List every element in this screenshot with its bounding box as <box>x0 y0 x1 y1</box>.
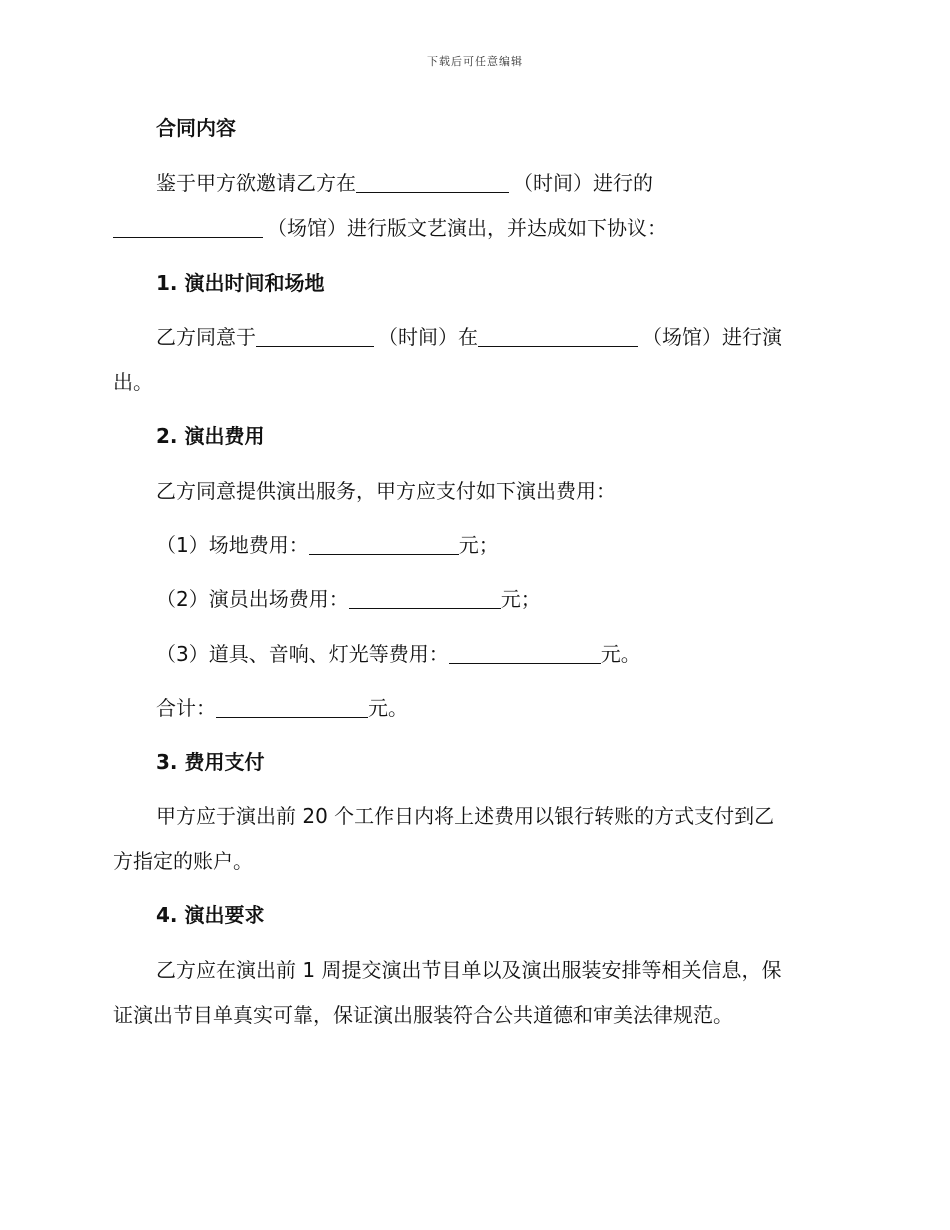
fee-item-1-unit: 元； <box>458 533 499 557</box>
fee-item-1-blank[interactable] <box>309 536 459 555</box>
fee-item-2-label: （2）演员出场费用： <box>156 587 349 611</box>
fee-total-blank[interactable] <box>216 699 368 718</box>
fee-item-1 <box>156 532 886 558</box>
intro-text-1: 鉴于甲方欲邀请乙方在 <box>156 171 356 195</box>
time-blank-2[interactable] <box>256 328 374 347</box>
section-4-line-2: 证演出节目单真实可靠，保证演出服装符合公共道德和审美法律规范。 <box>113 1003 733 1027</box>
contract-title: 合同内容 <box>156 116 236 140</box>
fee-item-3-blank[interactable] <box>449 645 601 664</box>
page-header: 下载后可任意编辑 <box>427 55 523 68</box>
section-2-heading: 2. 演出费用 <box>156 424 265 448</box>
fee-item-2-blank[interactable] <box>349 590 501 609</box>
fee-item-2 <box>156 586 886 612</box>
intro-text-2: （时间）进行的 <box>513 171 653 195</box>
time-blank-1[interactable] <box>356 174 509 193</box>
fee-item-3 <box>156 641 886 667</box>
section-2-paragraph: 乙方同意提供演出服务，甲方应支付如下演出费用： <box>156 479 616 503</box>
section-3-heading: 3. 费用支付 <box>156 750 265 774</box>
fee-item-1-label: （1）场地费用： <box>156 533 309 557</box>
s1-text-a: 乙方同意于 <box>156 325 256 349</box>
fee-total-unit: 元。 <box>368 696 408 720</box>
intro-line-2 <box>113 215 843 241</box>
section-1-line-2: 出。 <box>113 370 153 394</box>
fee-total-label: 合计： <box>156 696 216 720</box>
s1-text-b: （时间）在 <box>378 325 478 349</box>
fee-total <box>156 695 886 721</box>
intro-text-3: （场馆）进行版文艺演出，并达成如下协议： <box>267 216 667 240</box>
venue-blank-1[interactable] <box>113 219 263 238</box>
section-4-heading: 4. 演出要求 <box>156 903 265 927</box>
section-3-line-1: 甲方应于演出前 20 个工作日内将上述费用以银行转账的方式支付到乙 <box>156 804 775 828</box>
fee-item-2-unit: 元； <box>500 587 541 611</box>
section-3-line-2: 方指定的账户。 <box>113 849 253 873</box>
section-1-heading: 1. 演出时间和场地 <box>156 271 325 295</box>
section-4-line-1: 乙方应在演出前 1 周提交演出节目单以及演出服装安排等相关信息，保 <box>156 958 782 982</box>
fee-item-3-label: （3）道具、音响、灯光等费用： <box>156 642 449 666</box>
s1-text-c: （场馆）进行演 <box>642 325 782 349</box>
section-1-line-1 <box>156 324 846 350</box>
venue-blank-2[interactable] <box>478 328 638 347</box>
fee-item-3-unit: 元。 <box>600 642 641 666</box>
intro-line-1 <box>156 170 846 196</box>
